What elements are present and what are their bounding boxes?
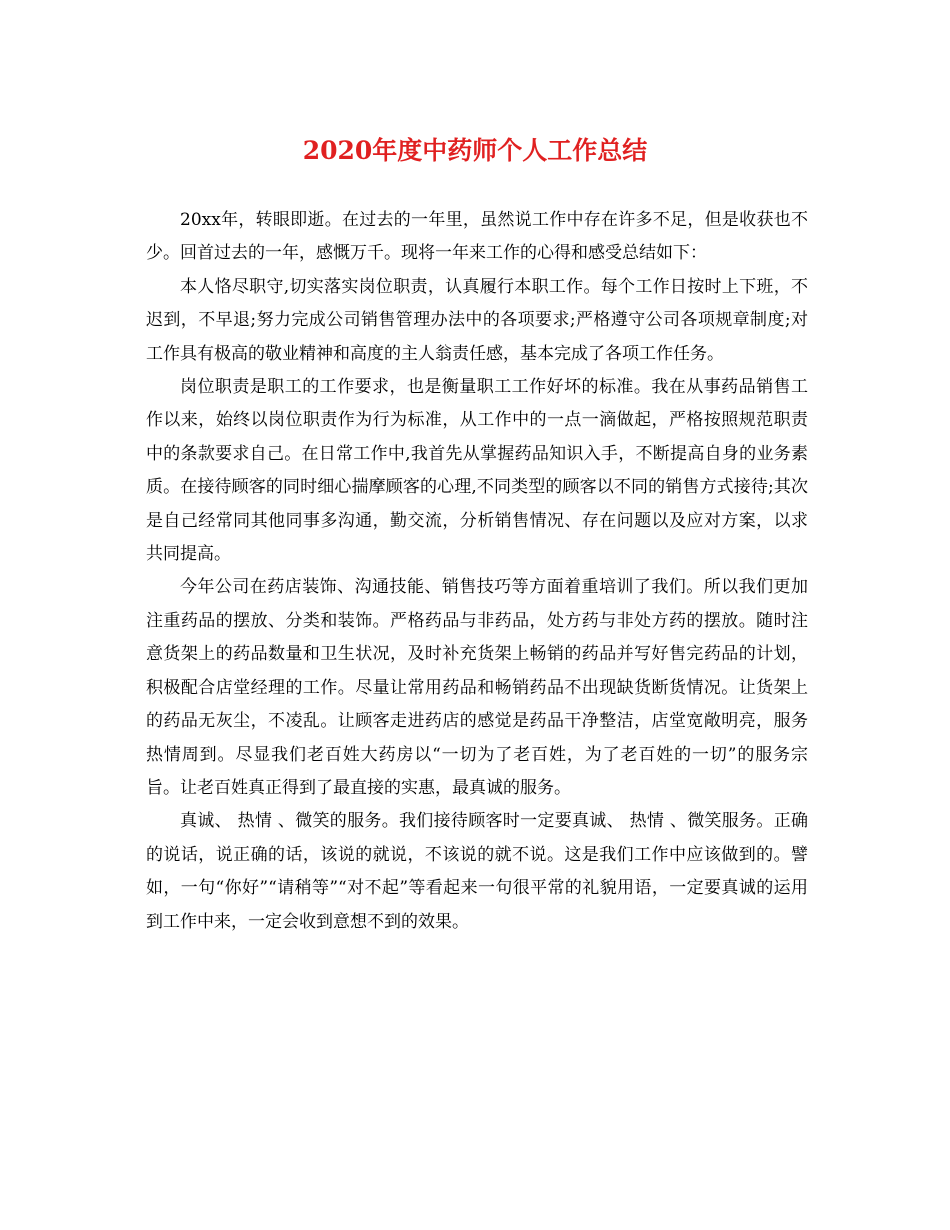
paragraph-training: 今年公司在药店装饰、沟通技能、销售技巧等方面着重培训了我们。所以我们更加注重药品的摆放、分类和装饰。严格药品与非药品，处方药与非处方药的摆放。随时注意货架上的药品数量和卫生状况，及时补充货架上畅销的药品并写好售完药品的计划，积极配合店堂经理的工作。尽量让常用药品和畅销药品不出现缺货断货情况。让货架上的药品无灰尘，不凌乱。让顾客走进药店的感觉是药品干净整洁，店堂宽敞明亮，服务热情周到。尽显我们老百姓大药房以“一切为了老百姓，为了老百姓的一切”的服务宗旨。让老百姓真正得到了最直接的实惠，最真诚的服务。 bbox=[146, 577, 808, 798]
paragraph-intro: 20xx年，转眼即逝。在过去的一年里，虽然说工作中存在许多不足，但是收获也不少。回首过去的一年，感慨万千。现将一年来工作的心得和感受总结如下： bbox=[146, 210, 808, 264]
paragraph-duty: 本人恪尽职守,切实落实岗位职责，认真履行本职工作。每个工作日按时上下班，不迟到，不早退;努力完成公司销售管理办法中的各项要求;严格遵守公司各项规章制度;对工作具有极高的敬业精神和高度的主人翁责任感，基本完成了各项工作任务。 bbox=[146, 276, 808, 364]
document-title: 2020年度中药师个人工作总结 bbox=[302, 136, 648, 165]
paragraph-service: 真诚、 热情 、微笑的服务。我们接待顾客时一定要真诚、 热情 、微笑服务。正确的说话，说正确的话，该说的就说，不该说的就不说。这是我们工作中应该做到的。譬如，一句“你好”“请稍等”“对不起”等看起来一句很平常的礼貌用语，一定要真诚的运用到工作中来，一定会收到意想不到的效果。 bbox=[146, 811, 808, 932]
document-body bbox=[146, 204, 808, 939]
paragraph-responsibility: 岗位职责是职工的工作要求，也是衡量职工工作好坏的标准。我在从事药品销售工作以来，始终以岗位职责作为行为标准，从工作中的一点一滴做起，严格按照规范职责中的条款要求自己。在日常工作中,我首先从掌握药品知识入手，不断提高自身的业务素质。在接待顾客的同时细心揣摩顾客的心理,不同类型的顾客以不同的销售方式接待;其次是自己经常同其他同事多沟通，勤交流，分析销售情况、存在问题以及应对方案，以求共同提高。 bbox=[146, 377, 808, 565]
